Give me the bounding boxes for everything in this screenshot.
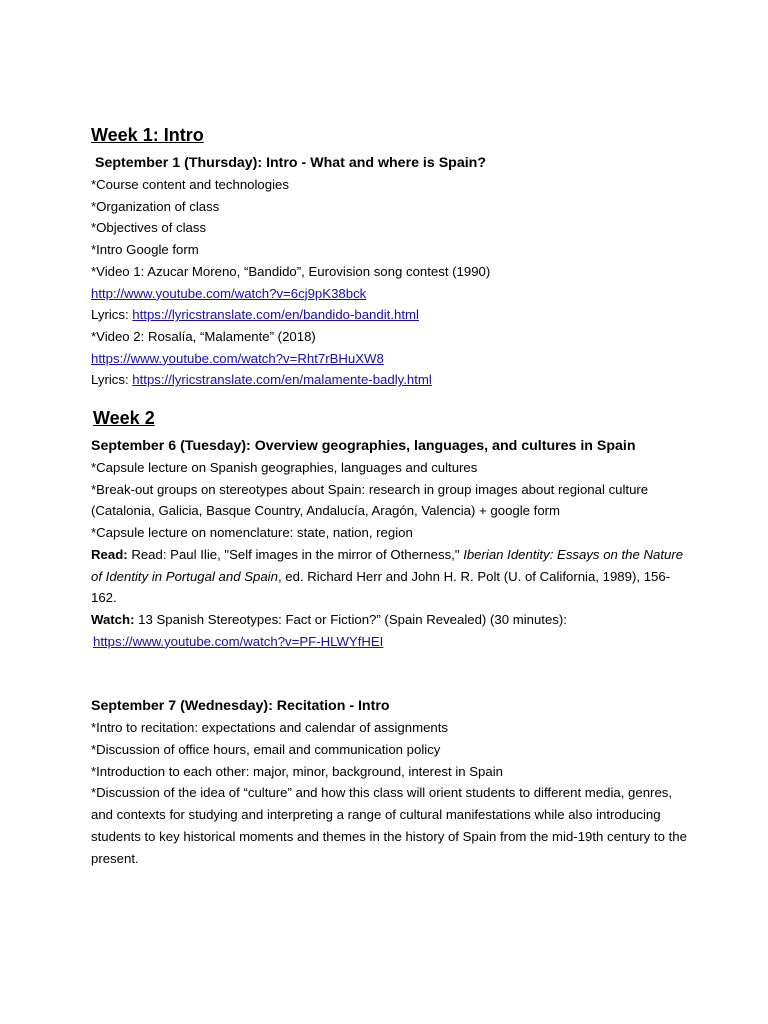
lyrics-label: Lyrics:	[91, 307, 129, 323]
lyrics-1-line	[91, 304, 691, 326]
watch-link-line	[91, 631, 691, 653]
list-item: *Video 1: Azucar Moreno, “Bandido”, Eurovision song contest (1990)	[91, 263, 491, 279]
week-2-heading: Week 2	[93, 408, 155, 429]
read-label: Read:	[91, 546, 128, 562]
syllabus-content	[91, 122, 691, 869]
lyrics-1-link[interactable]: https://lyricstranslate.com/en/bandido-bandit.html	[132, 307, 419, 323]
list-item: *Video 2: Rosalía, “Malamente” (2018)	[91, 328, 316, 344]
list-item: *Break-out groups on stereotypes about Spain: research in group images about regional culture (Catalonia, Galicia, Basque Country, Andalucía, Aragón, Valencia) + google form	[91, 481, 649, 519]
reading-citation: , ed. Richard Herr and John H. R. Polt (U. of California, 1989), 156-162.	[91, 568, 671, 606]
list-item: *Intro to recitation: expectations and calendar of assignments	[91, 720, 449, 736]
list-item: *Course content and technologies	[91, 177, 289, 192]
list-item: *Introduction to each other: major, minor, background, interest in Spain	[91, 763, 503, 779]
list-item: *Discussion of the idea of “culture” and how this class will orient students to different media, genres, and contexts for studying and interpreting a range of cultural manifestations while also introducing students to key historical moments and themes in the history of Spain from the mid-19th century to the present.	[91, 785, 687, 866]
week-1-heading: Week 1: Intro	[91, 125, 204, 145]
video-1-link-line	[91, 283, 691, 305]
video-2-link[interactable]: https://www.youtube.com/watch?v=Rht7rBHuXW8	[91, 350, 384, 366]
lyrics-2-line	[91, 369, 691, 391]
list-item: *Capsule lecture on Spanish geographies, languages and cultures	[91, 460, 478, 476]
lyrics-label: Lyrics:	[91, 372, 129, 388]
list-item: *Capsule lecture on nomenclature: state, nation, region	[91, 525, 413, 541]
reading-book-title: Iberian Identity: Essays on the Nature of Identity in Portugal and Spain	[91, 546, 684, 584]
watch-text: 13 Spanish Stereotypes: Fact or Fiction?” (Spain Revealed) (30 minutes):	[138, 611, 567, 627]
list-item: *Organization of class	[91, 198, 220, 214]
lyrics-2-link[interactable]: https://lyricstranslate.com/en/malamente-badly.html	[132, 372, 432, 388]
list-item: *Intro Google form	[91, 242, 199, 258]
week-2-session-1-title: September 6 (Tuesday): Overview geographies, languages, and cultures in Spain	[91, 438, 636, 455]
list-item: *Objectives of class	[91, 220, 207, 236]
reading-assignment	[91, 544, 691, 609]
video-2-link-line	[91, 348, 691, 370]
watch-link[interactable]: https://www.youtube.com/watch?v=PF-HLWYfHEI	[93, 633, 384, 649]
watch-assignment	[91, 609, 691, 631]
list-item: *Discussion of office hours, email and communication policy	[91, 742, 441, 758]
week-2-session-2-title: September 7 (Wednesday): Recitation - Intro	[91, 698, 390, 715]
watch-label: Watch:	[91, 611, 135, 627]
video-1-link[interactable]: http://www.youtube.com/watch?v=6cj9pK38bck	[91, 285, 367, 301]
reading-text: Read: Paul Ilie, "Self images in the mirror of Otherness,"	[131, 546, 460, 562]
week-1-session-title: September 1 (Thursday): Intro - What and where is Spain?	[95, 155, 486, 171]
